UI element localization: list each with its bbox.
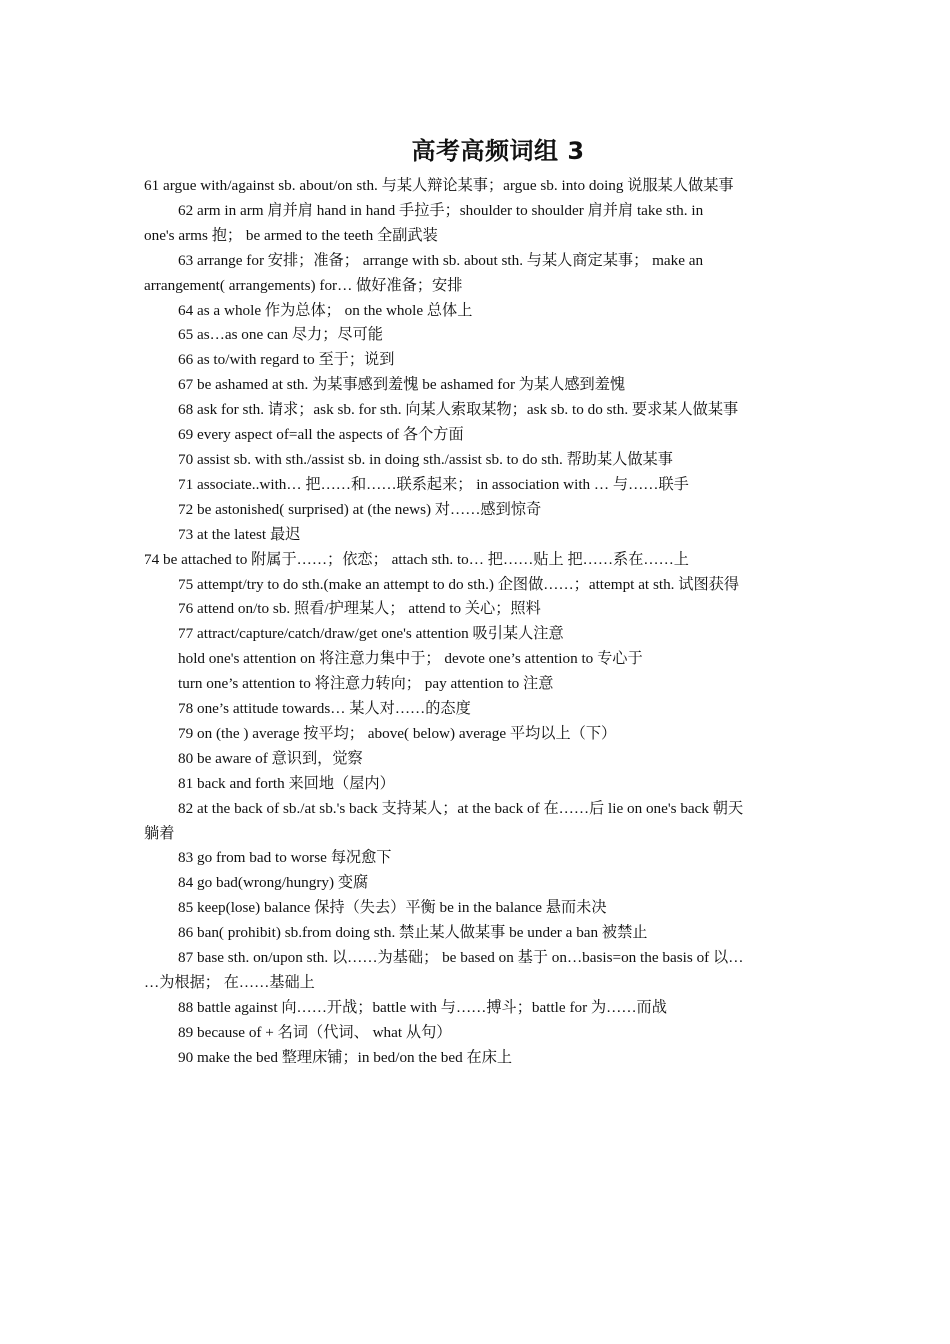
text-line: 74 be attached to 附属于……；依恋； attach sth. to… 把……贴上 把……系在……上 (144, 550, 689, 568)
text-line: 62 arm in arm 肩并肩 hand in hand 手拉手；shoulder to shoulder 肩并肩 take sth. in (178, 201, 704, 219)
text-line: 67 be ashamed at sth. 为某事感到羞愧 be ashamed for 为某人感到羞愧 (178, 376, 626, 394)
text-line: 82 at the back of sb./at sb.'s back 支持某人；at the back of 在……后 lie on one's back 朝天 (178, 799, 744, 817)
text-line: 63 arrange for 安排；准备； arrange with sb. about sth. 与某人商定某事； make an (178, 251, 704, 269)
text-line: 85 keep(lose) balance 保持（失去）平衡 be in the balance 悬而未决 (178, 899, 607, 917)
text-line: …为根据； 在……基础上 (144, 974, 315, 991)
text-line: 86 ban( prohibit) sb.from doing sth. 禁止某人做某事 be under a ban 被禁止 (178, 924, 648, 942)
text-line: 84 go bad(wrong/hungry) 变腐 (178, 874, 369, 892)
text-line: 90 make the bed 整理床铺；in bed/on the bed 在床上 (178, 1048, 513, 1066)
text-line: 76 attend on/to sb. 照看/护理某人； attend to 关心；照料 (178, 600, 541, 618)
text-line: 73 at the latest 最迟 (178, 525, 301, 543)
text-line: one's arms 抱； be armed to the teeth 全副武装 (144, 226, 438, 244)
page-title: 高考高频词组 3 (411, 137, 585, 165)
text-line: 69 every aspect of=all the aspects of 各个方面 (178, 426, 464, 444)
text-line: 64 as a whole 作为总体； on the whole 总体上 (178, 301, 473, 319)
text-line: turn one’s attention to 将注意力转向； pay attention to 注意 (178, 675, 554, 693)
text-line: 89 because of + 名词（代词、 what 从句） (178, 1023, 452, 1041)
text-line: 70 assist sb. with sth./assist sb. in doing sth./assist sb. to do sth. 帮助某人做某事 (178, 450, 673, 468)
text-line: 75 attempt/try to do sth.(make an attempt to do sth.) 企图做……；attempt at sth. 试图获得 (178, 575, 740, 593)
document-body (144, 174, 808, 1071)
text-line: 81 back and forth 来回地（屋内） (178, 774, 395, 792)
text-line: 80 be aware of 意识到，觉察 (178, 749, 363, 767)
text-line: 72 be astonished( surprised) at (the news) 对……感到惊奇 (178, 500, 542, 518)
text-line: 66 as to/with regard to 至于；说到 (178, 351, 395, 369)
text-line: 83 go from bad to worse 每况愈下 (178, 849, 392, 867)
text-line: hold one's attention on 将注意力集中于； devote one’s attention to 专心于 (178, 650, 643, 668)
text-line: 躺着 (144, 824, 175, 842)
text-line: 88 battle against 向……开战；battle with 与……搏斗；battle for 为……而战 (178, 998, 667, 1016)
text-line: arrangement( arrangements) for… 做好准备；安排 (144, 276, 463, 294)
text-line: 77 attract/capture/catch/draw/get one's attention 吸引某人注意 (178, 625, 564, 643)
text-line: 71 associate..with… 把……和……联系起来； in association with … 与……联手 (178, 475, 689, 493)
text-line: 78 one’s attitude towards… 某人对……的态度 (178, 700, 471, 718)
text-line: 79 on (the ) average 按平均； above( below) average 平均以上（下） (178, 724, 617, 742)
text-line: 65 as…as one can 尽力；尽可能 (178, 326, 383, 344)
text-line: 61 argue with/against sb. about/on sth. 与某人辩论某事；argue sb. into doing 说服某人做某事 (144, 177, 734, 194)
text-line: 87 base sth. on/upon sth. 以……为基础； be based on 基于 on…basis=on the basis of 以… (178, 949, 744, 967)
text-line: 68 ask for sth. 请求；ask sb. for sth. 向某人索取某物；ask sb. to do sth. 要求某人做某事 (178, 401, 739, 419)
